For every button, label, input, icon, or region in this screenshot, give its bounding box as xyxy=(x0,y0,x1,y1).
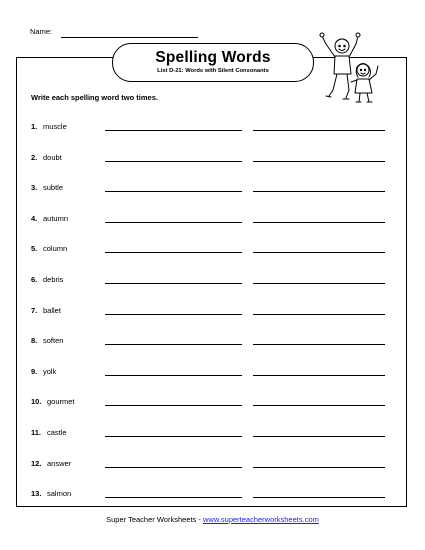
word-number: 9. xyxy=(31,366,38,376)
writing-line-2[interactable] xyxy=(253,191,385,192)
writing-line-2[interactable] xyxy=(253,161,385,162)
word-number: 3. xyxy=(31,183,38,193)
word-row xyxy=(31,275,391,287)
spelling-word: answer xyxy=(47,458,72,468)
writing-line-2[interactable] xyxy=(253,130,385,131)
word-number: 7. xyxy=(31,305,38,315)
writing-line-1[interactable] xyxy=(105,314,242,315)
writing-line-1[interactable] xyxy=(105,467,242,468)
instruction-text: Write each spelling word two times. xyxy=(31,93,158,102)
name-label: Name: xyxy=(30,27,53,36)
writing-line-2[interactable] xyxy=(253,222,385,223)
spelling-word: muscle xyxy=(43,122,67,131)
word-row xyxy=(31,153,391,165)
writing-line-2[interactable] xyxy=(253,497,385,498)
word-number: 11. xyxy=(31,428,42,437)
writing-line-1[interactable] xyxy=(105,375,242,376)
spelling-word: salmon xyxy=(47,489,72,499)
spelling-word: soften xyxy=(43,336,64,346)
writing-line-1[interactable] xyxy=(105,130,242,131)
spelling-word: gourmet xyxy=(47,397,75,407)
word-number: 13. xyxy=(31,489,42,499)
writing-line-2[interactable] xyxy=(253,467,385,468)
spelling-word: autumn xyxy=(43,213,69,223)
writing-line-2[interactable] xyxy=(253,375,385,376)
word-row xyxy=(31,459,391,471)
title-box xyxy=(112,43,314,82)
word-row xyxy=(31,336,391,348)
word-row xyxy=(31,367,391,379)
writing-line-1[interactable] xyxy=(105,252,242,253)
spelling-word: debris xyxy=(43,275,64,284)
spelling-word: column xyxy=(43,244,68,254)
list-subtitle: List D-21: Words with Silent Consonants xyxy=(157,68,269,74)
word-number: 4. xyxy=(31,213,38,223)
writing-line-1[interactable] xyxy=(105,161,242,162)
writing-line-2[interactable] xyxy=(253,436,385,437)
spelling-word: castle xyxy=(47,428,67,437)
name-field-line[interactable] xyxy=(61,37,198,38)
word-number: 8. xyxy=(31,336,38,346)
spelling-word: doubt xyxy=(43,152,62,162)
writing-line-2[interactable] xyxy=(253,252,385,253)
word-row xyxy=(31,428,391,440)
writing-line-1[interactable] xyxy=(105,405,242,406)
footer xyxy=(0,515,425,524)
kids-illustration xyxy=(316,30,382,105)
spelling-word: ballet xyxy=(43,305,61,315)
word-row xyxy=(31,306,391,318)
footer-link[interactable]: www.superteacherworksheets.com xyxy=(202,515,319,524)
word-row xyxy=(31,489,391,501)
spelling-word: yolk xyxy=(43,366,57,376)
writing-line-1[interactable] xyxy=(105,497,242,498)
writing-line-1[interactable] xyxy=(105,344,242,345)
writing-line-2[interactable] xyxy=(253,283,385,284)
writing-line-2[interactable] xyxy=(253,344,385,345)
word-row xyxy=(31,397,391,409)
word-number: 1. xyxy=(31,122,38,131)
word-number: 12. xyxy=(31,458,42,468)
word-number: 5. xyxy=(31,244,38,254)
word-number: 2. xyxy=(31,152,38,162)
word-row xyxy=(31,183,391,195)
writing-line-2[interactable] xyxy=(253,314,385,315)
writing-line-1[interactable] xyxy=(105,222,242,223)
footer-text: Super Teacher Worksheets - xyxy=(106,515,203,524)
spelling-word: subtle xyxy=(43,183,64,193)
writing-line-2[interactable] xyxy=(253,405,385,406)
word-number: 6. xyxy=(31,275,38,284)
writing-line-1[interactable] xyxy=(105,191,242,192)
word-number: 10. xyxy=(31,397,42,407)
page-title: Spelling Words xyxy=(155,49,271,66)
word-row xyxy=(31,244,391,256)
writing-line-1[interactable] xyxy=(105,283,242,284)
word-row xyxy=(31,122,391,134)
word-row xyxy=(31,214,391,226)
writing-line-1[interactable] xyxy=(105,436,242,437)
